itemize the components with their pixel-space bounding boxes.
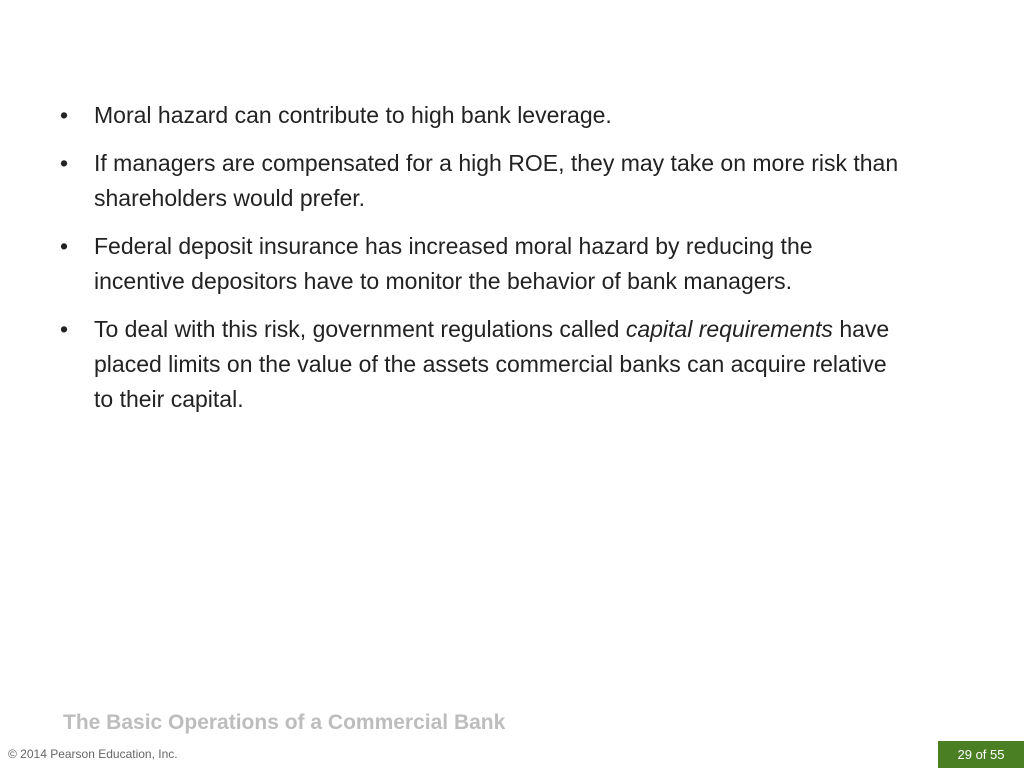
bullet-item <box>58 146 908 216</box>
bullet-mark: • <box>60 150 69 176</box>
bullet-emphasis: capital requirements <box>625 316 833 342</box>
bullet-list <box>58 98 908 430</box>
bullet-text: To deal with this risk, government regulations called <box>94 316 626 342</box>
page-indicator: 29 of 55 <box>938 741 1024 768</box>
section-title: The Basic Operations of a Commercial Bank <box>63 711 506 734</box>
bullet-text: If managers are compensated for a high ROE, they may take on more risk than shareholders would prefer. <box>94 150 899 211</box>
copyright-notice: © 2014 Pearson Education, Inc. <box>8 747 178 761</box>
bullet-text: Moral hazard can contribute to high bank leverage. <box>94 102 612 128</box>
bullet-mark: • <box>60 233 69 259</box>
bullet-mark: • <box>60 102 69 128</box>
bullet-mark: • <box>60 316 69 342</box>
bullet-item <box>58 98 908 133</box>
bullet-item <box>58 229 908 299</box>
bullet-text: have placed limits on the value of the assets commercial banks can acquire relative to their capital. <box>94 316 890 412</box>
bullet-text: Federal deposit insurance has increased moral hazard by reducing the incentive depositors have to monitor the behavior of bank managers. <box>94 233 813 294</box>
bullet-item <box>58 312 908 417</box>
